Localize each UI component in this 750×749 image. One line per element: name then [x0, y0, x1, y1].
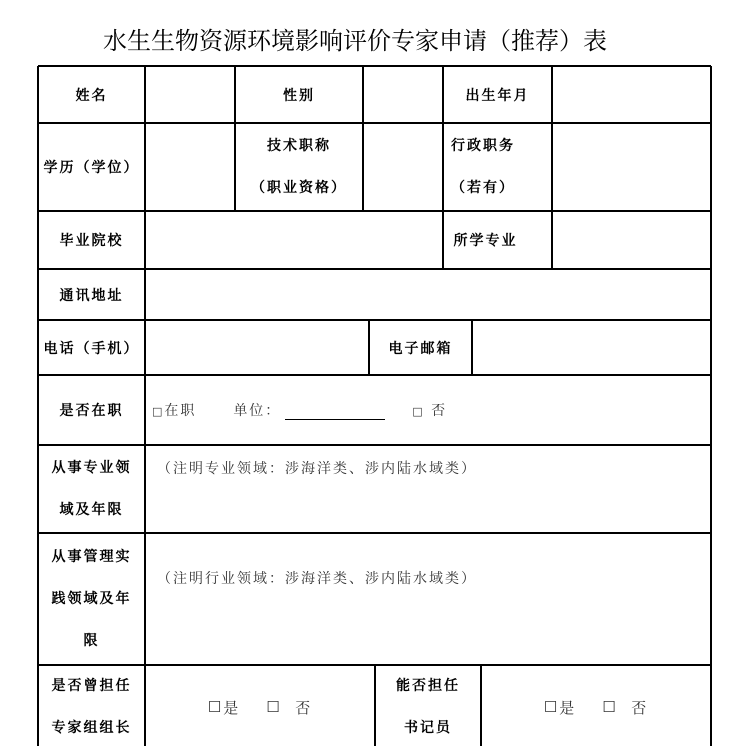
field-years-line-2: 域及年限	[59, 502, 124, 518]
phone-label: 电话（手机）	[43, 340, 140, 357]
birth-field[interactable]	[552, 66, 711, 123]
school-field[interactable]	[145, 211, 443, 269]
unit-input[interactable]	[285, 405, 385, 420]
education-field[interactable]	[145, 123, 235, 211]
leader-yes-label: 是	[223, 698, 241, 717]
address-label: 通讯地址	[59, 287, 124, 304]
secretary-line-1: 能否担任	[396, 678, 460, 694]
education-label: 学历（学位）	[43, 160, 140, 176]
secretary-yes-label: 是	[559, 698, 577, 717]
mgmt-years-label	[38, 533, 145, 665]
admin-post-label	[443, 123, 541, 211]
leader-no-checkbox[interactable]: ☐	[266, 698, 282, 716]
leader-line-1: 是否曾担任	[51, 678, 132, 694]
mgmt-years-note: （注明行业领域：涉海洋类、涉内陆水域类）	[157, 571, 477, 587]
field-years-line-1: 从事专业领	[51, 460, 132, 476]
major-label: 所学专业	[453, 233, 518, 249]
secretary-yes-checkbox[interactable]: ☐	[543, 698, 560, 716]
admin-post-field[interactable]	[552, 123, 711, 211]
unit-label: 单位：	[233, 403, 282, 419]
address-field[interactable]	[145, 269, 711, 320]
leader-yes-checkbox[interactable]: ☐	[207, 698, 224, 716]
tech-title-label	[235, 123, 363, 211]
admin-post-line-1: 行政职务	[451, 138, 515, 154]
tech-title-line-2: （职业资格）	[251, 180, 347, 196]
name-label: 姓名	[75, 87, 108, 104]
birth-label: 出生年月	[465, 87, 530, 104]
in-service-label: 在职	[164, 403, 197, 419]
field-years-note: （注明专业领域：涉海洋类、涉内陆水域类）	[157, 461, 477, 477]
leader-label	[38, 665, 145, 749]
mgmt-years-line-2: 践领域及年	[51, 591, 132, 607]
leader-no-label: 否	[295, 698, 313, 717]
not-employed-label: 否	[431, 403, 448, 419]
gender-field[interactable]	[363, 66, 443, 123]
tech-title-field[interactable]	[363, 123, 443, 211]
email-label: 电子邮箱	[388, 340, 453, 357]
employed-label: 是否在职	[59, 403, 124, 419]
secretary-options	[481, 665, 711, 749]
email-field[interactable]	[472, 320, 711, 375]
secretary-label	[375, 665, 481, 749]
phone-field[interactable]	[145, 320, 369, 375]
form-title: 水生生物资源环境影响评价专家申请（推荐）表	[103, 27, 607, 55]
in-service-checkbox[interactable]: □	[152, 405, 165, 418]
secretary-no-label: 否	[631, 698, 649, 717]
mgmt-years-line-1: 从事管理实	[51, 549, 132, 565]
secretary-line-2: 书记员	[404, 720, 452, 736]
secretary-no-checkbox[interactable]: ☐	[602, 698, 618, 716]
tech-title-line-1: 技术职称	[267, 138, 331, 154]
major-field[interactable]	[552, 211, 711, 269]
employed-options	[152, 400, 447, 420]
name-field[interactable]	[145, 66, 235, 123]
not-employed-checkbox[interactable]: □	[412, 405, 425, 418]
leader-options	[145, 665, 375, 749]
school-label: 毕业院校	[59, 233, 124, 249]
leader-line-2: 专家组组长	[51, 720, 132, 736]
field-years-label	[38, 445, 145, 533]
gender-label: 性别	[283, 87, 315, 104]
mgmt-years-line-3: 限	[83, 633, 100, 649]
admin-post-line-2: （若有）	[451, 180, 515, 196]
